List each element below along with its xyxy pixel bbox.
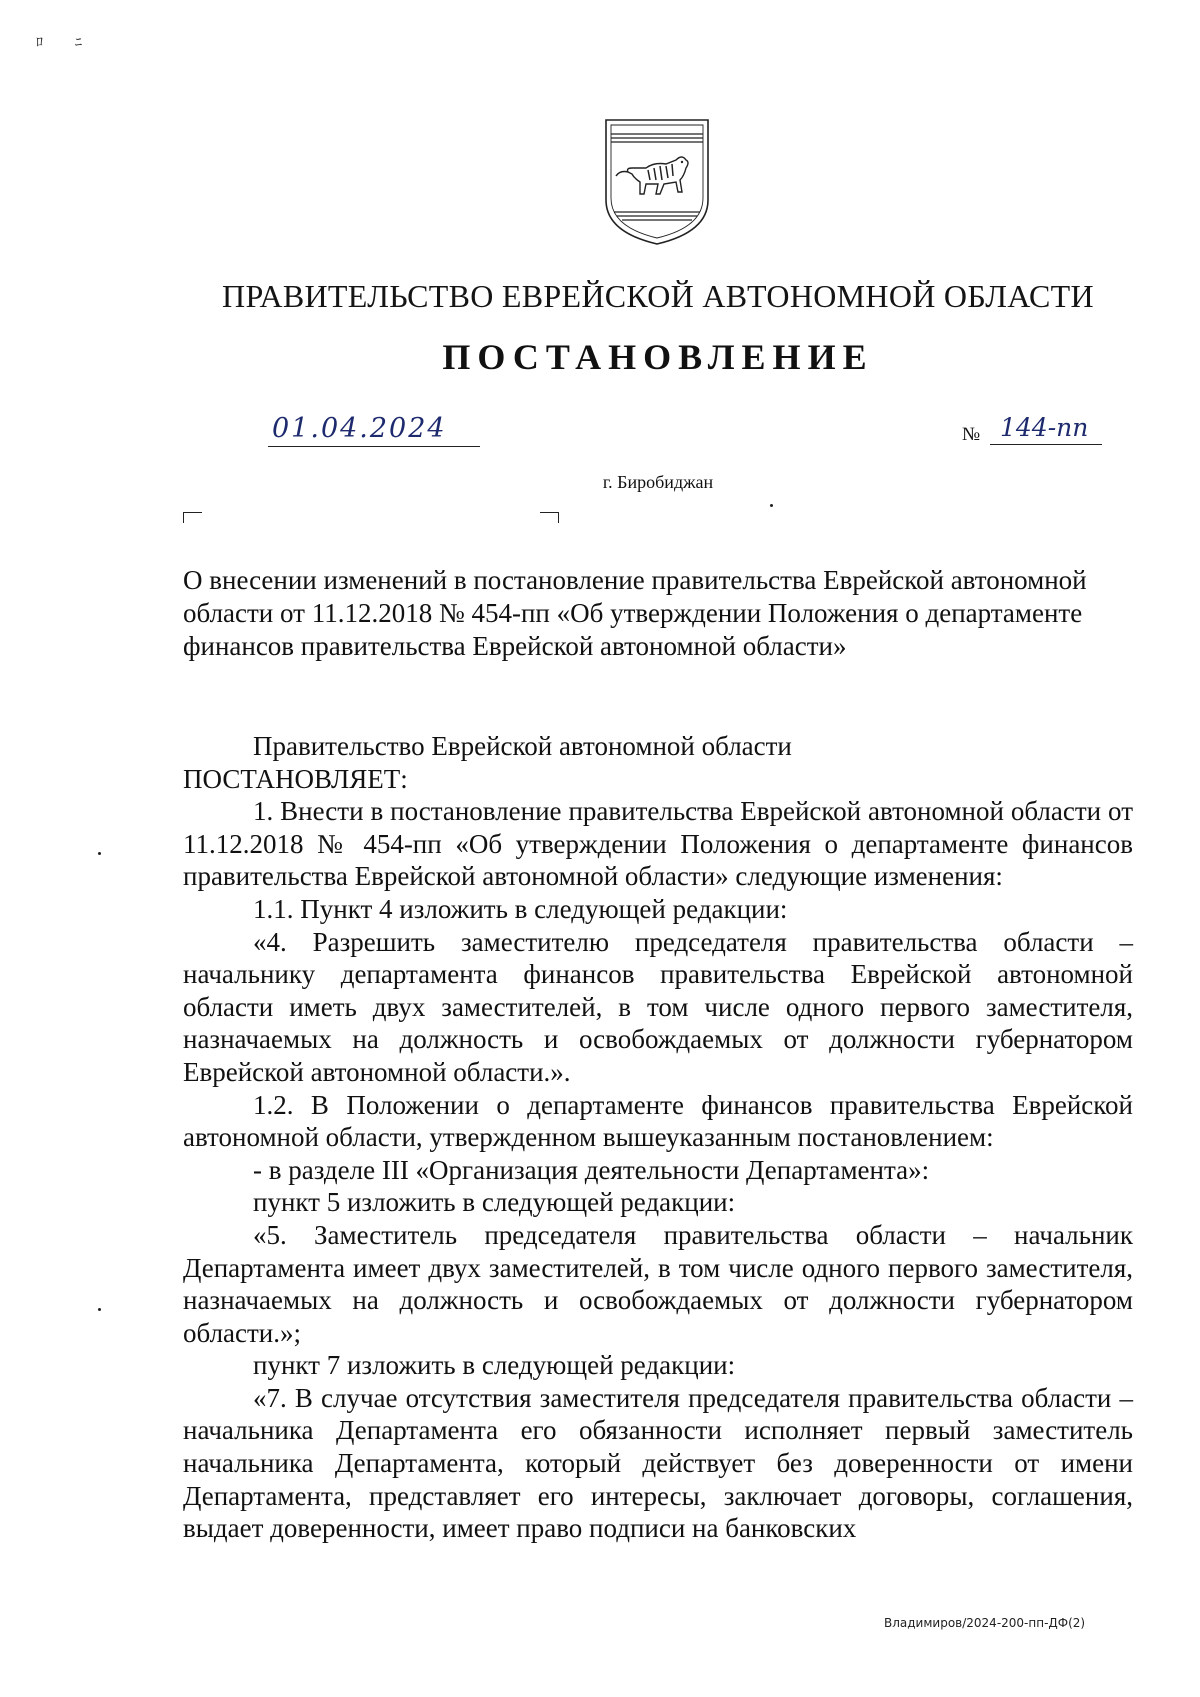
body-paragraph: «5. Заместитель председателя правительства области – начальник Департамента имеет двух заместителей, в том числе одного первого заместителя, назначаемых на должность и освобождаемых от должности губернатором области.»;	[183, 1219, 1133, 1348]
scan-dot	[98, 1308, 101, 1311]
body-paragraph: 1. Внести в постановление правительства Еврейской автономной области от 11.12.2018 № 454-пп «Об утверждении Положения о департаменте финансов правительства Еврейской автономной области» следующие изменения:	[183, 796, 1133, 892]
body-paragraph: 1.1. Пункт 4 изложить в следующей редакции:	[253, 893, 788, 924]
scan-dot	[98, 852, 101, 855]
handwritten-number: 144-пп	[1000, 413, 1089, 442]
body-paragraph: - в разделе III «Организация деятельности Департамента»:	[253, 1154, 930, 1185]
handwritten-date: 01.04.2024	[272, 413, 447, 444]
city-label: г. Биробиджан	[602, 472, 714, 492]
body-paragraph: ПОСТАНОВЛЯЕТ:	[183, 763, 408, 794]
subject-corner-left	[183, 512, 202, 523]
government-title: ПРАВИТЕЛЬСТВО ЕВРЕЙСКОЙ АВТОНОМНОЙ ОБЛАСТИ	[222, 278, 1094, 314]
scan-mark-2: ﾆ	[75, 35, 114, 51]
body-paragraph: пункт 7 изложить в следующей редакции:	[253, 1350, 736, 1381]
body-paragraph: «4. Разрешить заместителю председателя правительства области – начальнику департамента финансов правительства Еврейской автономной области иметь двух заместителей, в том числе одного первого заместителя, назначаемых на должность и освобождаемых от должности губернатором Еврейской автономной области.».	[183, 926, 1133, 1087]
subject-corner-right	[540, 512, 559, 523]
body-paragraph: Правительство Еврейской автономной области	[253, 731, 792, 761]
body-paragraph: «7. В случае отсутствия заместителя председателя правительства области – начальника Департамента его обязанности исполняет первый заместитель начальника Департамента, который действует без доверенности от имени Департамента, представляет его интересы, заключает договоры, соглашения, выдает доверенности, имеет право подписи на банковских	[183, 1382, 1133, 1544]
body-paragraph: пункт 5 изложить в следующей редакции:	[253, 1187, 736, 1218]
number-label: №	[962, 424, 981, 445]
scan-mark-1: ﾛ	[36, 35, 75, 51]
scan-dot	[770, 504, 773, 507]
document-type: ПОСТАНОВЛЕНИЕ	[442, 337, 874, 377]
body-paragraph: 1.2. В Положении о департаменте финансов правительства Еврейской автономной области, утвержденном вышеуказанным постановлением:	[183, 1089, 1133, 1153]
document-subject: О внесении изменений в постановление правительства Еврейской автономной области от 11.12.2018 № 454-пп «Об утверждении Положения о департаменте финансов правительства Еврейской автономной области»	[183, 565, 1087, 661]
document-body	[183, 730, 1133, 1545]
coat-of-arms-tiger-icon	[602, 116, 712, 248]
scan-marks	[36, 32, 114, 52]
date-field	[268, 412, 480, 447]
document-footer-code: Владимиров/2024-200-пп-ДФ(2)	[884, 1616, 1086, 1630]
number-field	[990, 410, 1102, 445]
